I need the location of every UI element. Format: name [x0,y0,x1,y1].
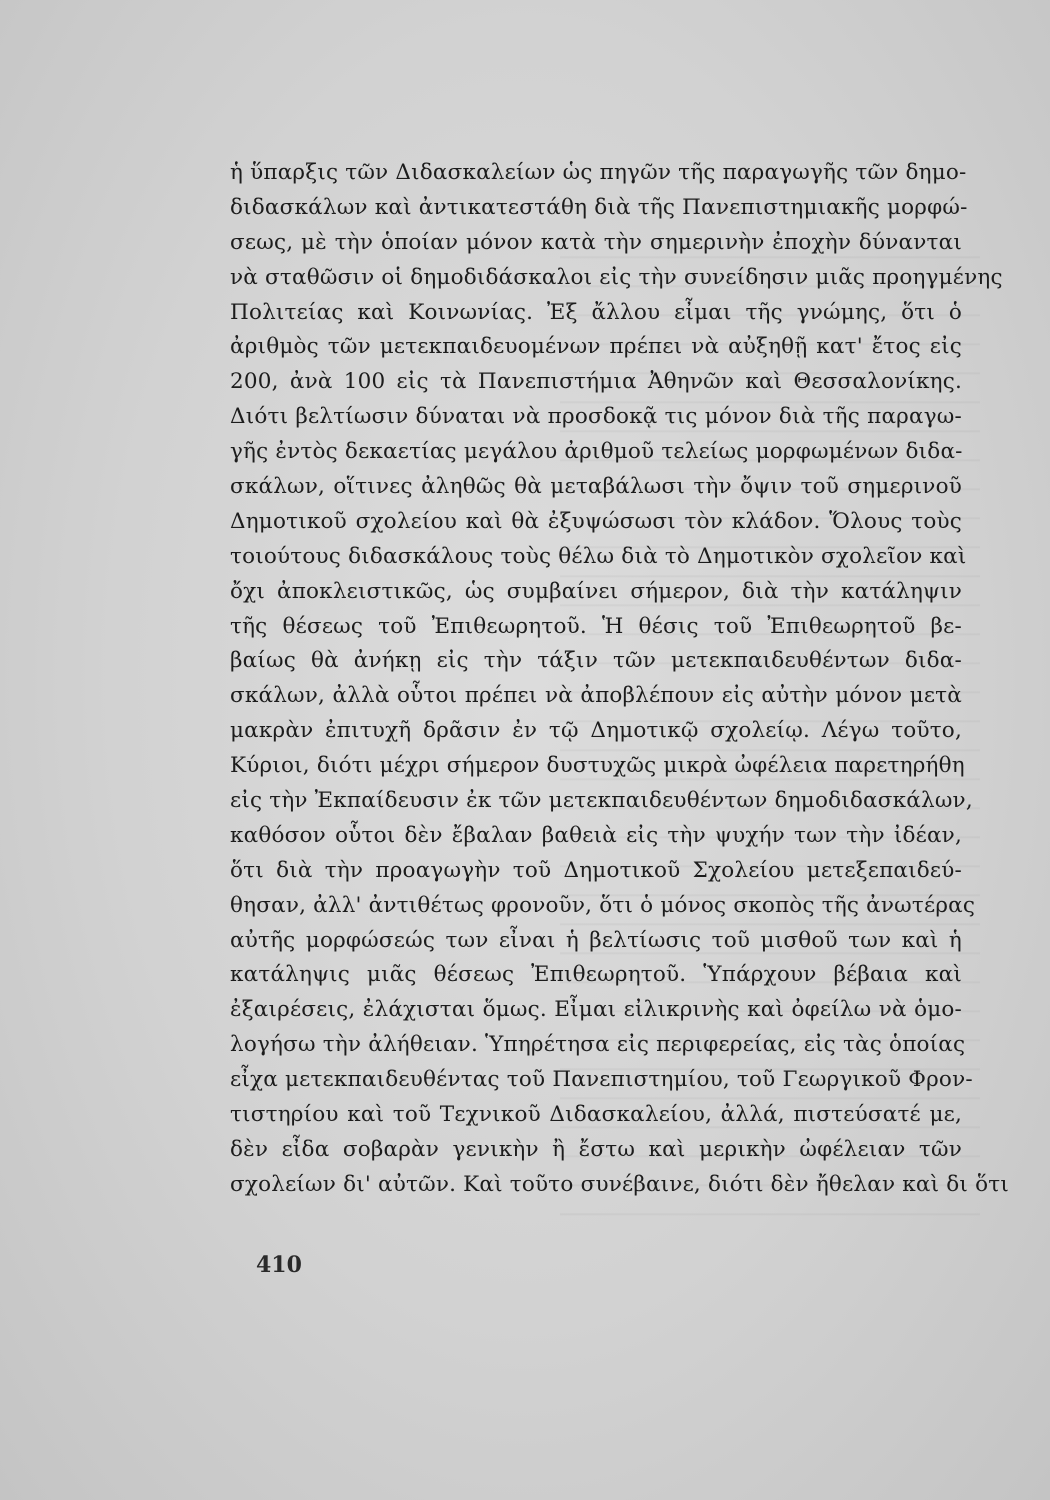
text-line: εἰς τὴν Ἐκπαίδευσιν ἐκ τῶν μετεκπαιδευθέντων δημοδιδασκάλων, [230,788,973,814]
text-line: τοιούτους διδασκάλους τοὺς θέλω διὰ τὸ Δημοτικὸν σχολεῖον καὶ [230,543,967,569]
text-line: τῆς θέσεως τοῦ Ἐπιθεωρητοῦ. Ἡ θέσις τοῦ Ἐπιθεωρητοῦ βε- [230,613,962,639]
text-line: ἡ ὕπαρξις τῶν Διδασκαλείων ὡς πηγῶν τῆς παραγωγῆς τῶν δημο- [230,160,967,185]
text-line: τιστηρίου καὶ τοῦ Τεχνικοῦ Διδασκαλείου, ἀλλά, πιστεύσατέ με, [230,1102,962,1128]
text-line: ὅτι διὰ τὴν προαγωγὴν τοῦ Δημοτικοῦ Σχολείου μετεξεπαιδεύ- [230,857,962,883]
text-line: κατάληψις μιᾶς θέσεως Ἐπιθεωρητοῦ. Ὑπάρχουν βέβαια καὶ [230,962,962,988]
text-line: δὲν εἶδα σοβαρὰν γενικὴν ἢ ἔστω καὶ μερικὴν ὠφέλειαν τῶν [230,1136,962,1162]
text-line: ἀριθμὸς τῶν μετεκπαιδευομένων πρέπει νὰ αὐξηθῇ κατ' ἔτος εἰς [230,334,962,360]
text-line: σκάλων, ἀλλὰ οὗτοι πρέπει νὰ ἀποβλέπουν εἰς αὐτὴν μόνον μετὰ [230,683,962,709]
text-line: μακρὰν ἐπιτυχῆ δρᾶσιν ἐν τῷ Δημοτικῷ σχολείῳ. Λέγω τοῦτο, [230,718,962,744]
text-line: ὄχι ἀποκλειστικῶς, ὡς συμβαίνει σήμερον, διὰ τὴν κατάληψιν [230,578,962,604]
text-line: καθόσον οὗτοι δὲν ἔβαλαν βαθειὰ εἰς τὴν ψυχήν των τὴν ἰδέαν, [230,822,962,848]
text-line: σκάλων, οἵτινες ἀληθῶς θὰ μεταβάλωσι τὴν ὄψιν τοῦ σημερινοῦ [230,474,962,500]
text-line: Διότι βελτίωσιν δύναται νὰ προσδοκᾷ τις μόνον διὰ τῆς παραγω- [230,404,962,430]
text-line: ἐξαιρέσεις, ἐλάχισται ὅμως. Εἶμαι εἰλικρινὴς καὶ ὀφείλω νὰ ὁμο- [230,997,962,1023]
text-line: νὰ σταθῶσιν οἱ δημοδιδάσκαλοι εἰς τὴν συνείδησιν μιᾶς προηγμένης [230,264,1003,290]
body-text [230,156,1009,1203]
page-number: 410 [256,1252,302,1278]
text-line: Κύριοι, διότι μέχρι σήμερον δυστυχῶς μικρὰ ὠφέλεια παρετηρήθη [230,753,965,779]
text-line: αὐτῆς μορφώσεώς των εἶναι ἡ βελτίωσις τοῦ μισθοῦ των καὶ ἡ [230,927,962,953]
text-line: σεως, μὲ τὴν ὁποίαν μόνον κατὰ τὴν σημερινὴν ἐποχὴν δύνανται [230,229,962,255]
text-line: Πολιτείας καὶ Κοινωνίας. Ἐξ ἄλλου εἶμαι τῆς γνώμης, ὅτι ὁ [230,299,962,325]
text-line: βαίως θὰ ἀνήκῃ εἰς τὴν τάξιν τῶν μετεκπαιδευθέντων διδα- [230,648,962,674]
text-line: διδασκάλων καὶ ἀντικατεστάθη διὰ τῆς Πανεπιστημιακῆς μορφώ- [230,194,968,220]
text-line: λογήσω τὴν ἀλήθειαν. Ὑπηρέτησα εἰς περιφερείας, εἰς τὰς ὁποίας [230,1032,966,1058]
text-line: γῆς ἐντὸς δεκαετίας μεγάλου ἀριθμοῦ τελείως μορφωμένων διδα- [230,439,963,465]
text-line: 200, ἀνὰ 100 εἰς τὰ Πανεπιστήμια Ἀθηνῶν καὶ Θεσσαλονίκης. [230,369,962,395]
text-line: σχολείων δι' αὐτῶν. Καὶ τοῦτο συνέβαινε, διότι δὲν ἤθελαν καὶ δι ὅτι [230,1171,1009,1197]
text-line: θησαν, ἀλλ' ἀντιθέτως φρονοῦν, ὅτι ὁ μόνος σκοπὸς τῆς ἀνωτέρας [230,892,976,918]
text-line: Δημοτικοῦ σχολείου καὶ θὰ ἐξυψώσωσι τὸν κλάδον. Ὅλους τοὺς [230,508,962,534]
text-line: εἶχα μετεκπαιδευθέντας τοῦ Πανεπιστημίου, τοῦ Γεωργικοῦ Φρον- [230,1067,973,1093]
